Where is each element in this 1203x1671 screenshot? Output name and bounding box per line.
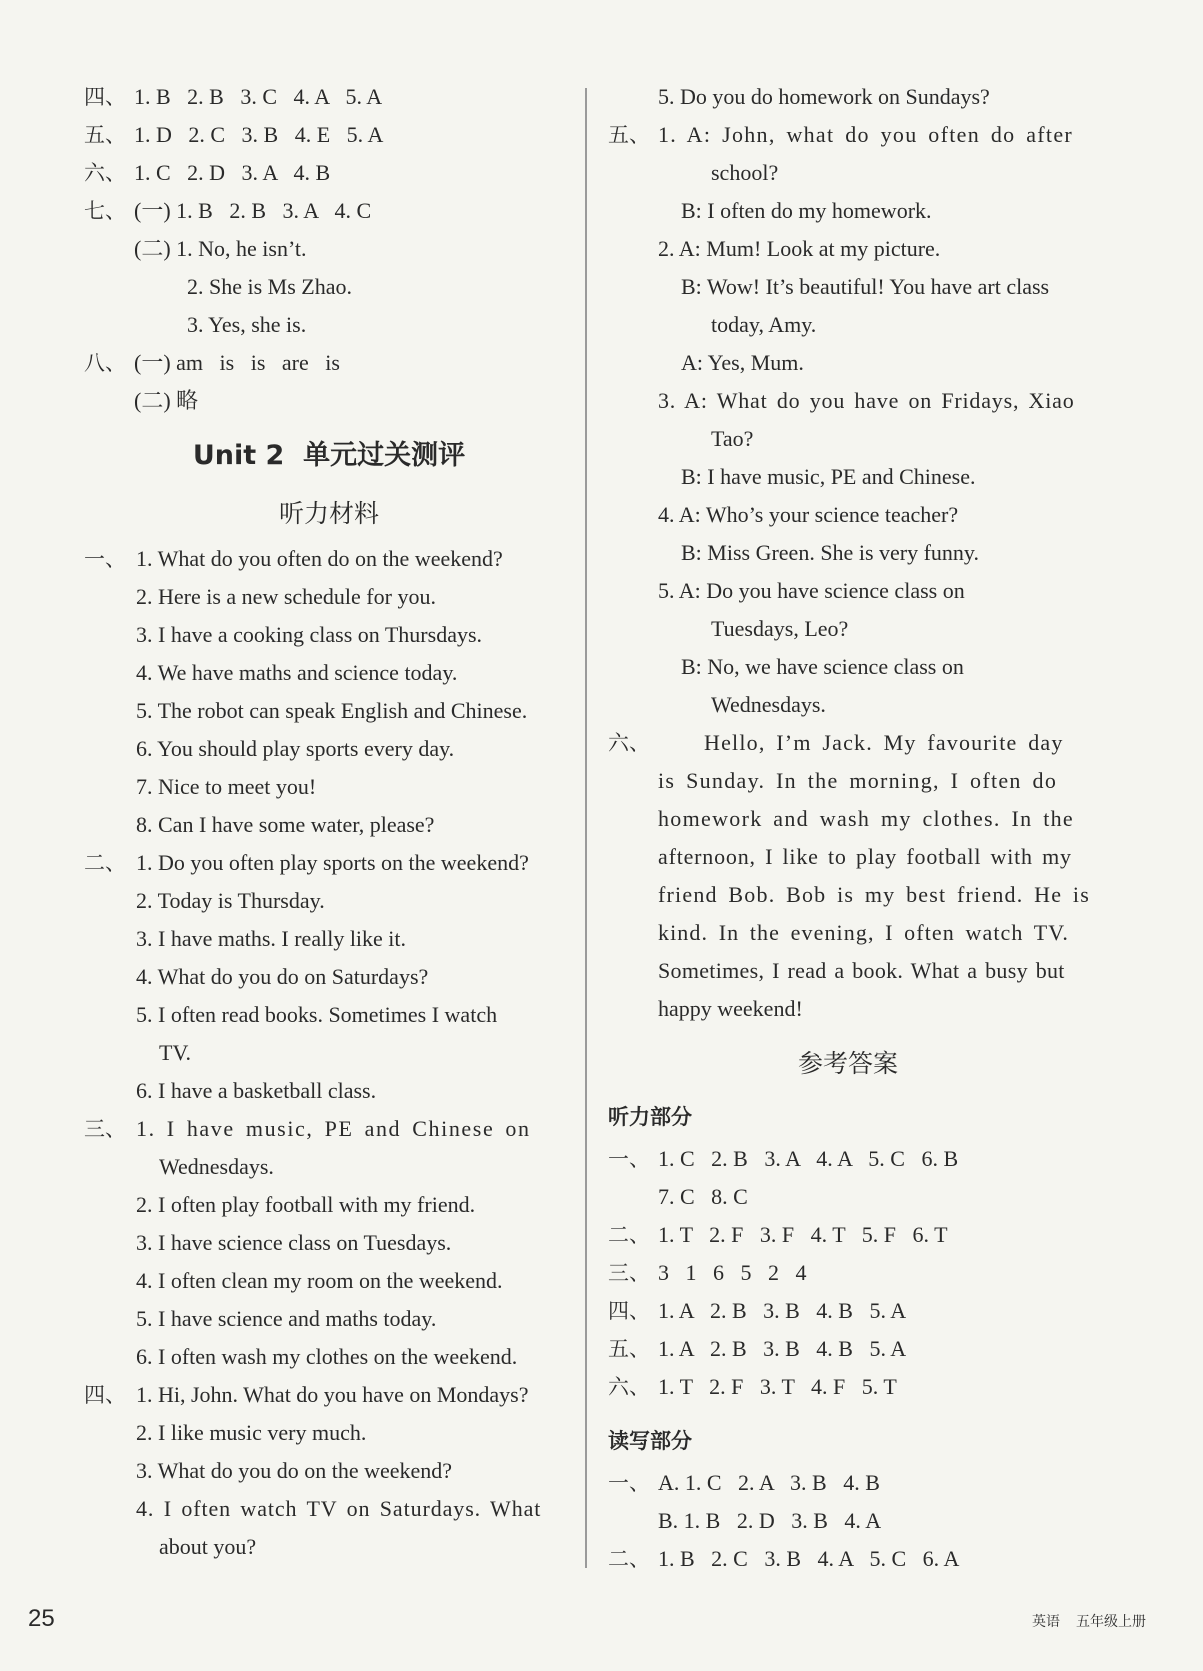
answer-line: 五、 1. A 2. B 3. B 4. B 5. A: [608, 1336, 907, 1361]
list-item: 2. Today is Thursday.: [136, 888, 325, 913]
dialogue-line: B: I often do my homework.: [681, 198, 932, 223]
list-item: 4. I often watch TV on Saturdays. What: [136, 1496, 542, 1521]
list-item: TV.: [159, 1040, 191, 1065]
page-number: 25: [28, 1605, 55, 1632]
list-item: 3. I have maths. I really like it.: [136, 926, 407, 951]
paragraph-line: Sometimes, I read a book. What a busy but: [658, 958, 1065, 983]
dialogue-line: B: Wow! It’s beautiful! You have art class: [681, 274, 1050, 299]
list-item: 三、 1. I have music, PE and Chinese on: [84, 1116, 531, 1141]
answer-line: (二) 1. No, he isn’t.: [134, 236, 307, 261]
list-item: 2. I often play football with my friend.: [136, 1192, 476, 1217]
list-item: 8. Can I have some water, please?: [136, 812, 435, 837]
list-item: 四、 1. Hi, John. What do you have on Mondays?: [84, 1382, 529, 1407]
answer-line: 四、 1. B 2. B 3. C 4. A 5. A: [84, 84, 383, 109]
answer-line: B. 1. B 2. D 3. B 4. A: [658, 1508, 882, 1533]
answer-line: 3. Yes, she is.: [187, 312, 307, 337]
answer-line: 七、 (一) 1. B 2. B 3. A 4. C: [84, 198, 372, 223]
dialogue-line: Wednesdays.: [711, 692, 826, 717]
column-divider: [585, 88, 587, 1568]
dialogue-line: B: Miss Green. She is very funny.: [681, 540, 979, 565]
list-item: 5. I often read books. Sometimes I watch: [136, 1002, 498, 1027]
list-item: 3. What do you do on the weekend?: [136, 1458, 453, 1483]
paragraph-line: is Sunday. In the morning, I often do: [658, 768, 1058, 793]
paragraph-line: afternoon, I like to play football with my: [658, 844, 1072, 869]
dialogue-line: 5. A: Do you have science class on: [658, 578, 965, 603]
list-item: 一、 1. What do you often do on the weekend?: [84, 546, 503, 571]
list-item: 4. We have maths and science today.: [136, 660, 458, 685]
dialogue-line: B: I have music, PE and Chinese.: [681, 464, 976, 489]
list-item: 4. I often clean my room on the weekend.: [136, 1268, 503, 1293]
list-item: 6. I often wash my clothes on the weekend.: [136, 1344, 518, 1369]
list-item: 5. Do you do homework on Sundays?: [658, 84, 990, 109]
dialogue-line: school?: [711, 160, 779, 185]
dialogue-line: Tao?: [711, 426, 754, 451]
answer-line: (二) 略: [134, 388, 199, 413]
list-item: 2. I like music very much.: [136, 1420, 367, 1445]
paragraph-line: happy weekend!: [658, 996, 803, 1021]
answer-line: 一、 1. C 2. B 3. A 4. A 5. C 6. B: [608, 1146, 959, 1171]
list-item: 3. I have science class on Tuesdays.: [136, 1230, 452, 1255]
answer-line: 二、 1. B 2. C 3. B 4. A 5. C 6. A: [608, 1546, 960, 1571]
list-item: Wednesdays.: [159, 1154, 274, 1179]
grade-label: 五年级上册: [1076, 1614, 1146, 1630]
dialogue-line: Tuesdays, Leo?: [711, 616, 849, 641]
dialogue-line: 2. A: Mum! Look at my picture.: [658, 236, 941, 261]
dialogue-line: 五、 1. A: John, what do you often do after: [608, 122, 1074, 147]
footer-subject: [1016, 1611, 1146, 1631]
dialogue-line: today, Amy.: [711, 312, 817, 337]
listening-material-title: 听力材料: [278, 499, 379, 528]
list-item: 7. Nice to meet you!: [136, 774, 317, 799]
reading-writing-section-heading: 读写部分: [608, 1429, 692, 1453]
answer-line: 一、 A. 1. C 2. A 3. B 4. B: [608, 1470, 880, 1495]
left-column: [84, 78, 574, 1566]
answer-line: 二、 1. T 2. F 3. F 4. T 5. F 6. T: [608, 1222, 948, 1247]
unit-title: Unit 2 单元过关测评: [192, 440, 466, 471]
answer-line: 四、 1. A 2. B 3. B 4. B 5. A: [608, 1298, 907, 1323]
list-item: 二、 1. Do you often play sports on the weekend?: [84, 850, 529, 875]
list-item: 2. Here is a new schedule for you.: [136, 584, 436, 609]
answer-line: 7. C 8. C: [658, 1184, 748, 1209]
paragraph-line: homework and wash my clothes. In the: [658, 806, 1074, 831]
list-item: 5. The robot can speak English and Chinese.: [136, 698, 528, 723]
answer-line: 六、 1. C 2. D 3. A 4. B: [84, 160, 331, 185]
answer-line: 八、 (一) am is is are is: [84, 350, 340, 375]
subject-label: 英语: [1032, 1614, 1060, 1630]
list-item: 3. I have a cooking class on Thursdays.: [136, 622, 483, 647]
paragraph-line: 六、 Hello, I’m Jack. My favourite day: [608, 730, 1064, 755]
list-item: 4. What do you do on Saturdays?: [136, 964, 429, 989]
list-item: 6. I have a basketball class.: [136, 1078, 377, 1103]
dialogue-line: A: Yes, Mum.: [681, 350, 804, 375]
listening-section-heading: 听力部分: [608, 1105, 692, 1129]
right-column: [608, 78, 1088, 1578]
paragraph-line: kind. In the evening, I often watch TV.: [658, 920, 1070, 945]
answer-line: 三、 3 1 6 5 2 4: [608, 1260, 807, 1285]
answer-line: 2. She is Ms Zhao.: [187, 274, 352, 299]
list-item: 5. I have science and maths today.: [136, 1306, 437, 1331]
dialogue-line: B: No, we have science class on: [681, 654, 964, 679]
dialogue-line: 4. A: Who’s your science teacher?: [658, 502, 959, 527]
list-item: 6. You should play sports every day.: [136, 736, 455, 761]
answer-line: 六、 1. T 2. F 3. T 4. F 5. T: [608, 1374, 897, 1399]
answers-title: 参考答案: [797, 1049, 898, 1078]
list-item: about you?: [159, 1534, 257, 1559]
answer-line: 五、 1. D 2. C 3. B 4. E 5. A: [84, 122, 384, 147]
dialogue-line: 3. A: What do you have on Fridays, Xiao: [658, 388, 1075, 413]
paragraph-line: friend Bob. Bob is my best friend. He is: [658, 882, 1090, 907]
